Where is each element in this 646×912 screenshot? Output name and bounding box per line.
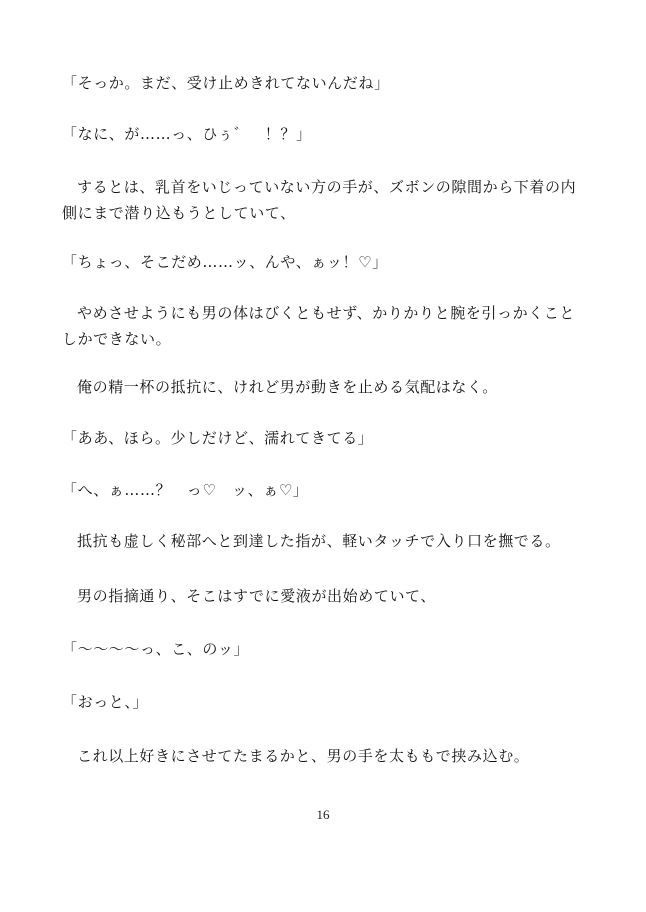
paragraph-9: 抵抗も虚しく秘部へと到達した指が、軽いタッチで入り口を撫でる。 (77, 532, 561, 550)
paragraph-10: 男の指摘通り、そこはすでに愛液が出始めていて、 (77, 587, 436, 605)
paragraph-12: 「おっと、」 (62, 693, 149, 711)
paragraph-11: 「〜〜〜〜っ、こ、のッ」 (62, 640, 250, 658)
page-number: 16 (316, 807, 330, 822)
paragraph-2: 「なに、が……っ、ひぅ゛ ！？」 (62, 125, 312, 143)
paragraph-3: するとは、乳首をいじっていない方の手が、ズボンの隙間から下着の内側にまで潜り込もうとしていて、 (62, 178, 577, 222)
paragraph-5: やめさせようにも男の体はびくともせず、かりかりと腕を引っかくことしかできない。 (62, 304, 576, 348)
paragraph-4: 「ちょっ、そこだめ……ッ、んや、ぁッ！♡」 (62, 253, 388, 271)
paragraph-1: 「そっか。まだ、受け止めきれてないんだね」 (62, 74, 390, 92)
paragraph-13: これ以上好きにさせてたまるかと、男の手を太ももで挟み込む。 (77, 747, 530, 765)
paragraph-8: 「へ、ぁ……？ っ♡ ッ、ぁ♡」 (62, 481, 309, 499)
paragraph-6: 俺の精一杯の抵抗に、けれど男が動きを止める気配はなく。 (77, 378, 498, 396)
paragraph-7: 「ああ、ほら。少しだけど、濡れてきてる」 (62, 429, 374, 447)
